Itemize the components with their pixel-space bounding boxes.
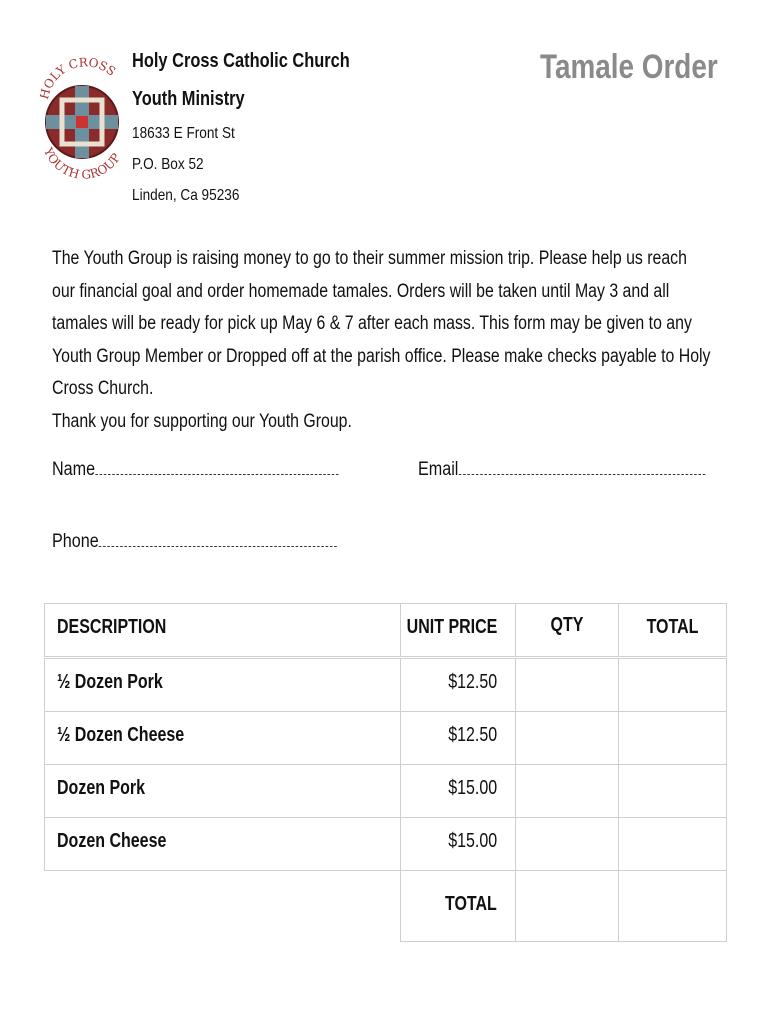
header-total-cell (619, 604, 727, 658)
unit-price-cell (401, 765, 516, 818)
description-cell (45, 712, 401, 765)
name-label: Name (52, 459, 96, 480)
address-city: Linden, Ca 95236 (132, 187, 240, 204)
description-cell (45, 818, 401, 871)
phone-label: Phone (52, 531, 99, 552)
intro-line: Cross Church. (52, 378, 154, 399)
item-description: ½ Dozen Pork (57, 671, 163, 693)
qty-input-cell[interactable] (516, 712, 619, 765)
intro-line: tamales will be ready for pick up May 6 & 7 after each mass. This form may be given to any (52, 313, 692, 334)
qty-input-cell[interactable] (516, 658, 619, 712)
unit-price-cell (401, 658, 516, 712)
church-logo (40, 38, 124, 198)
church-name: Holy Cross Catholic Church (132, 50, 350, 72)
intro-paragraph (52, 243, 720, 438)
header-unit-price-cell (401, 604, 516, 658)
total-qty-cell[interactable] (516, 871, 619, 942)
ministry-name: Youth Ministry (132, 88, 245, 110)
header-total: TOTAL (646, 616, 699, 638)
intro-line: our financial goal and order homemade tamales. Orders will be taken until May 3 and all (52, 280, 670, 302)
header-unit-price: UNIT PRICE (406, 616, 497, 638)
logo-arc-top-text: OLY CROSS (40, 55, 119, 92)
name-field (52, 456, 338, 481)
address-street: 18633 E Front St (132, 125, 235, 142)
item-unit-price: $12.50 (448, 671, 497, 693)
total-input-cell[interactable] (619, 765, 727, 818)
item-unit-price: $15.00 (448, 777, 497, 799)
header-description: DESCRIPTION (57, 616, 167, 638)
total-spacer-cell (45, 871, 401, 942)
email-label: Email (418, 459, 459, 480)
total-label-cell (401, 871, 516, 942)
phone-field (52, 528, 337, 553)
grand-total-cell[interactable] (619, 871, 727, 942)
total-input-cell[interactable] (619, 818, 727, 871)
item-description: ½ Dozen Cheese (57, 724, 185, 746)
unit-price-cell (401, 818, 516, 871)
email-field (418, 456, 705, 481)
order-table (44, 603, 727, 942)
name-input-line[interactable] (95, 456, 338, 475)
organization-header (132, 42, 398, 211)
total-label: TOTAL (445, 893, 497, 915)
intro-line: The Youth Group is raising money to go to their summer mission trip. Please help us reach (52, 248, 687, 269)
item-unit-price: $12.50 (448, 724, 497, 746)
email-input-line[interactable] (458, 456, 705, 475)
total-input-cell[interactable] (619, 712, 727, 765)
intro-line: Youth Group Member or Dropped off at the parish office. Please make checks payable to Holy (52, 345, 711, 367)
item-description: Dozen Pork (57, 777, 146, 799)
form-title: Tamale Order (540, 48, 718, 86)
header-qty: QTY (550, 614, 584, 636)
address-po-box: P.O. Box 52 (132, 156, 204, 173)
table-row (45, 712, 727, 765)
description-cell (45, 658, 401, 712)
table-total-row (45, 871, 727, 942)
total-input-cell[interactable] (619, 658, 727, 712)
phone-input-line[interactable] (99, 528, 337, 547)
header-qty-cell (516, 604, 619, 658)
description-cell (45, 765, 401, 818)
table-row (45, 765, 727, 818)
table-row (45, 818, 727, 871)
qty-input-cell[interactable] (516, 818, 619, 871)
item-description: Dozen Cheese (57, 830, 167, 852)
logo-arc-bottom-text: YOUTH GROUP (41, 145, 124, 182)
unit-price-cell (401, 712, 516, 765)
intro-thank-you: Thank you for supporting our Youth Group. (52, 410, 352, 432)
qty-input-cell[interactable] (516, 765, 619, 818)
item-unit-price: $15.00 (448, 830, 497, 852)
header-description-cell (45, 604, 401, 658)
table-row (45, 658, 727, 712)
table-header-row (45, 604, 727, 658)
